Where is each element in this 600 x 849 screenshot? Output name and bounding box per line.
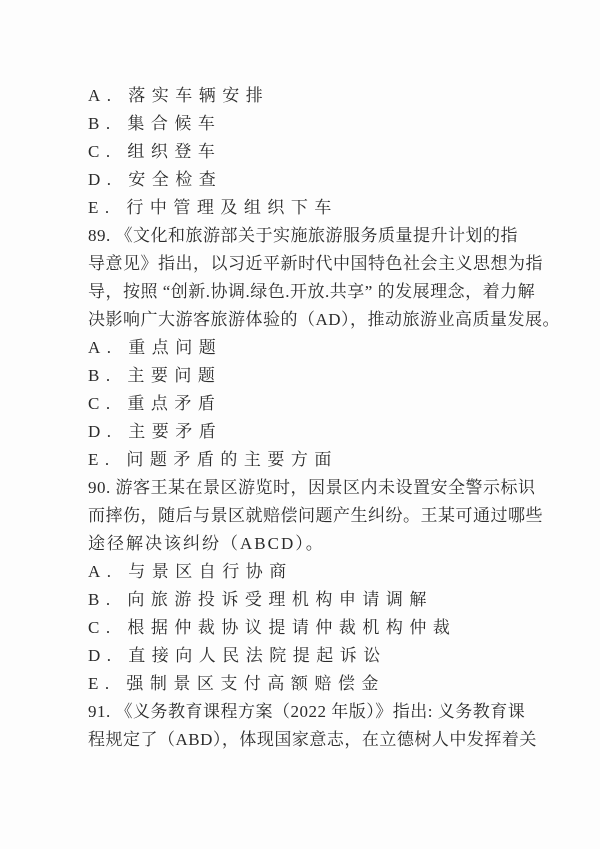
q88-option-b: B. 集合候车 xyxy=(88,114,222,133)
q91-stem-line-2: 程规定了（ABD），体现国家意志，在立德树人中发挥着关 xyxy=(88,730,537,749)
q88-option-e: E. 行中管理及组织下车 xyxy=(88,198,338,217)
q89-stem-line-1: 89. 《文化和旅游部关于实施旅游服务质量提升计划的指 xyxy=(88,226,518,245)
q90-option-b: B. 向旅游投诉受理机构申请调解 xyxy=(88,590,433,609)
q89-stem-line-3: 导，按照 “创新.协调.绿色.开放.共享” 的发展理念，着力解 xyxy=(88,282,536,301)
q89-stem-line-4: 决影响广大游客旅游体验的（AD），推动旅游业高质量发展。 xyxy=(88,310,561,329)
q90-option-c: C. 根据仲裁协议提请仲裁机构仲裁 xyxy=(88,618,457,637)
q90-option-d: D. 直接向人民法院提起诉讼 xyxy=(88,646,387,665)
q90-stem-line-3: 途径解决该纠纷（ABCD）。 xyxy=(88,534,325,553)
q88-option-d: D. 安全检查 xyxy=(88,170,223,189)
q90-stem-line-2: 而摔伤，随后与景区就赔偿问题产生纠纷。王某可通过哪些 xyxy=(88,506,543,525)
q89-option-a: A. 重点问题 xyxy=(88,338,223,357)
q89-option-b: B. 主要问题 xyxy=(88,366,222,385)
q88-option-a: A. 落实车辆安排 xyxy=(88,86,270,105)
q89-option-e: E. 问题矛盾的主要方面 xyxy=(88,450,338,469)
q90-stem-line-1: 90. 游客王某在景区游览时，因景区内未设置安全警示标识 xyxy=(88,478,536,497)
exam-content xyxy=(88,82,561,754)
q90-option-e: E. 强制景区支付高额赔偿金 xyxy=(88,674,385,693)
q89-option-c: C. 重点矛盾 xyxy=(88,394,222,413)
q90-option-a: A. 与景区自行协商 xyxy=(88,562,293,581)
q89-stem-line-2: 导意见》指出，以习近平新时代中国特色社会主义思想为指 xyxy=(88,254,543,273)
q91-stem-line-1: 91. 《义务教育课程方案（2022 年版）》指出: 义务教育课 xyxy=(88,702,526,721)
q89-option-d: D. 主要矛盾 xyxy=(88,422,223,441)
q88-option-c: C. 组织登车 xyxy=(88,142,222,161)
